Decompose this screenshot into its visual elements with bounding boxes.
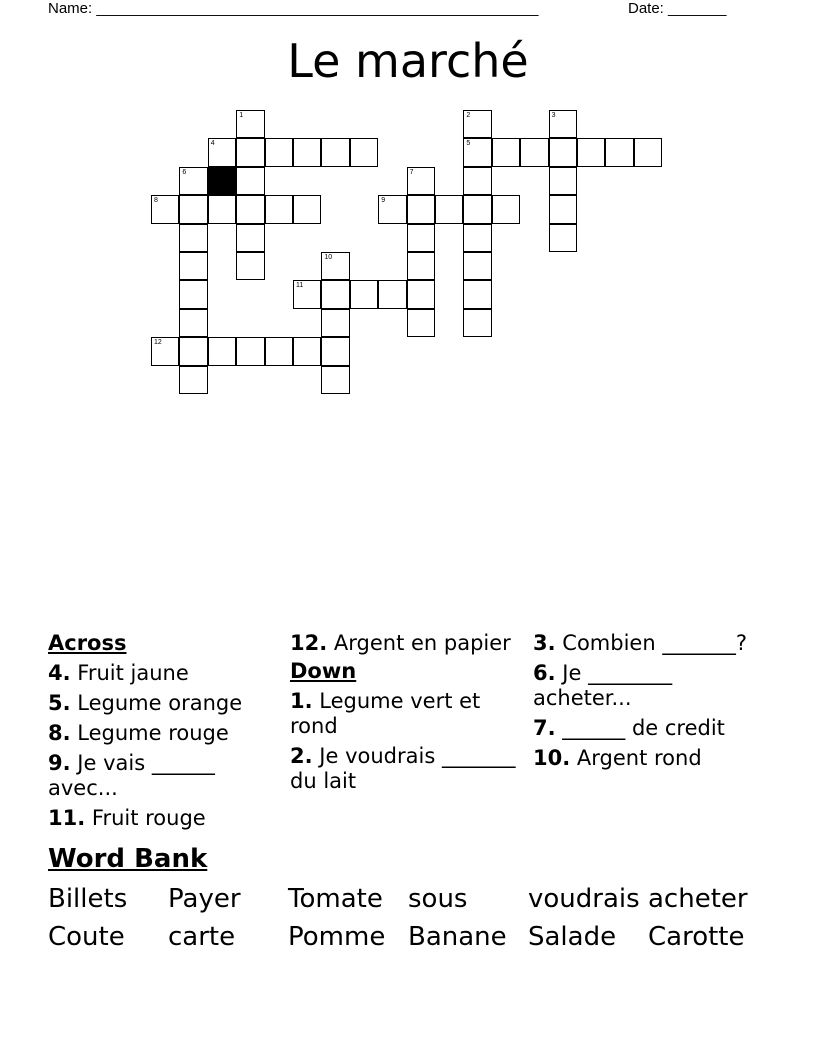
clue-down-10: 10. Argent rond [533,746,702,770]
across-heading: Across [48,631,127,655]
crossword-cell[interactable] [492,195,520,223]
crossword-cell[interactable] [407,167,435,195]
crossword-cell[interactable] [350,138,378,166]
down-heading: Down [290,659,357,683]
crossword-cell[interactable] [378,280,406,308]
word-bank-item: voudrais [528,884,640,914]
crossword-grid [0,0,816,420]
crossword-cell[interactable] [321,309,349,337]
crossword-cell[interactable] [407,280,435,308]
crossword-cell[interactable] [321,252,349,280]
crossword-cell[interactable] [463,195,491,223]
clue-number: 6 [182,168,187,176]
clue-number: 5 [466,140,471,148]
crossword-cell[interactable] [435,195,463,223]
clue-across-4: 4. Fruit jaune [48,661,189,685]
word-bank-title: Word Bank [48,844,208,874]
clue-number: 8 [154,197,158,205]
date-field-label: Date: _______ [628,0,727,17]
crossword-cell[interactable] [407,195,435,223]
crossword-cell[interactable] [179,309,207,337]
clue-number: 9 [381,197,386,205]
word-bank-item: Carotte [648,922,745,952]
clue-number: 10 [324,254,333,261]
crossword-cell[interactable] [605,138,633,166]
clues-column-1 [48,628,280,831]
crossword-cell[interactable] [265,195,293,223]
word-bank-item: Billets [48,884,128,914]
word-bank-item: Banane [408,922,507,952]
crossword-cell[interactable] [208,195,236,223]
clue-down-6: 6. Je ________ acheter... [533,661,673,710]
crossword-cell[interactable] [151,337,179,365]
crossword-cell[interactable] [321,138,349,166]
crossword-cell[interactable] [407,309,435,337]
crossword-cell[interactable] [293,138,321,166]
crossword-cell[interactable] [407,224,435,252]
crossword-cell[interactable] [463,280,491,308]
word-bank-item: acheter [648,884,748,914]
crossword-cell[interactable] [179,337,207,365]
crossword-cell[interactable] [236,167,264,195]
clue-across-5: 5. Legume orange [48,691,243,715]
clue-number: 7 [409,168,414,176]
name-field-label: Name: _____________________________________________________ [48,0,539,17]
word-bank-item: Salade [528,922,617,952]
crossword-cell[interactable] [378,195,406,223]
crossword-cell[interactable] [208,138,236,166]
crossword-cell[interactable] [407,252,435,280]
crossword-cell[interactable] [293,195,321,223]
crossword-cell[interactable] [492,138,520,166]
word-bank-item: Payer [168,884,241,914]
word-bank-item: Coute [48,922,125,952]
crossword-cell[interactable] [350,280,378,308]
crossword-cell[interactable] [520,138,548,166]
clue-across-9: 9. Je vais ______ avec... [48,751,215,800]
crossword-cell[interactable] [265,337,293,365]
crossword-cell[interactable] [236,138,264,166]
crossword-cell[interactable] [463,309,491,337]
crossword-cell[interactable] [208,337,236,365]
crossword-cell[interactable] [463,224,491,252]
page-title: Le marché [287,34,529,88]
crossword-cell[interactable] [179,195,207,223]
crossword-cell[interactable] [236,110,264,138]
crossword-cell[interactable] [549,195,577,223]
clue-across-11: 11. Fruit rouge [48,806,206,830]
crossword-cell[interactable] [577,138,605,166]
crossword-cell[interactable] [463,167,491,195]
crossword-cell[interactable] [236,224,264,252]
clue-number: 1 [239,112,244,119]
crossword-cell[interactable] [463,138,491,166]
crossword-black-cell [208,167,236,195]
crossword-cell[interactable] [265,138,293,166]
crossword-cell[interactable] [179,280,207,308]
clues-column-2 [290,628,522,794]
crossword-cell[interactable] [321,366,349,394]
crossword-cell[interactable] [236,195,264,223]
crossword-cell[interactable] [634,138,662,166]
clue-across-12: 12. Argent en papier [290,631,511,655]
clue-number: 2 [466,112,471,119]
clues-column-3 [533,628,765,771]
word-bank-item: sous [408,884,468,914]
crossword-cell[interactable] [236,337,264,365]
word-bank-item: Tomate [288,884,383,914]
clue-down-1: 1. Legume vert et rond [290,689,481,738]
crossword-cell[interactable] [236,252,264,280]
clue-number: 12 [154,339,162,347]
crossword-cell[interactable] [463,110,491,138]
crossword-cell[interactable] [179,252,207,280]
crossword-cell[interactable] [321,280,349,308]
clue-number: 11 [296,282,304,290]
crossword-cell[interactable] [179,167,207,195]
crossword-cell[interactable] [549,224,577,252]
clue-down-2: 2. Je voudrais _______ du lait [290,744,516,793]
crossword-cell[interactable] [179,366,207,394]
word-bank-item: Pomme [288,922,386,952]
clue-down-7: 7. ______ de credit [533,716,725,740]
crossword-cell[interactable] [549,138,577,166]
crossword-cell[interactable] [321,337,349,365]
crossword-cell[interactable] [179,224,207,252]
crossword-cell[interactable] [151,195,179,223]
word-bank-item: carte [168,922,236,952]
clue-across-8: 8. Legume rouge [48,721,229,745]
crossword-cell[interactable] [293,280,321,308]
crossword-cell[interactable] [549,167,577,195]
crossword-cell[interactable] [293,337,321,365]
crossword-cell[interactable] [463,252,491,280]
clue-down-3: 3. Combien _______? [533,631,747,655]
clue-number: 4 [210,140,215,148]
crossword-cell[interactable] [549,110,577,138]
clue-number: 3 [551,112,556,119]
